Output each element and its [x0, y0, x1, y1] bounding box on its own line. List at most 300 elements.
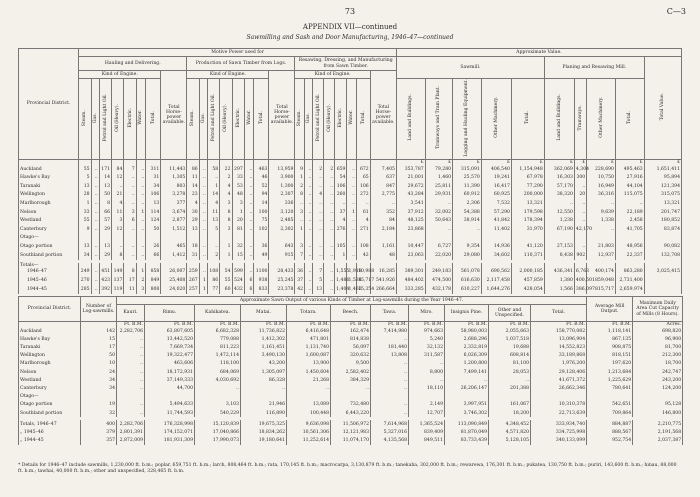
- value-cell: 54: [220, 268, 232, 277]
- value-cell: ..: [117, 335, 145, 343]
- table-row: [19, 174, 682, 183]
- value-cell: 16,417: [481, 182, 511, 191]
- value-cell: 1100: [255, 269, 268, 275]
- value-cell: 4,348,452: [489, 420, 531, 428]
- value-cell: [574, 234, 586, 243]
- value-cell: 3: [112, 217, 124, 226]
- value-cell: 29: [99, 225, 111, 234]
- value-cell: 34: [81, 376, 117, 384]
- value-cell: 48,956: [615, 242, 644, 251]
- unit-cell: Ft. B.M.: [145, 322, 195, 328]
- value-cell: [81, 393, 117, 401]
- value-cell: 54: [335, 174, 347, 183]
- value-cell: 2,117,458: [481, 276, 511, 285]
- value-cell: 1: [199, 276, 207, 285]
- value-cell: 8: [99, 199, 111, 208]
- value-cell: 1,486: [336, 278, 350, 284]
- value-cell: 43,200: [241, 360, 287, 368]
- value-cell: ..: [335, 199, 347, 208]
- value-cell: 33: [79, 208, 91, 217]
- value-cell: ..: [295, 199, 305, 208]
- col-header: Steam.: [295, 79, 305, 160]
- value-cell: 44,104: [615, 182, 644, 191]
- value-cell: [244, 234, 254, 243]
- value-cell: 353,787: [396, 165, 425, 174]
- value-cell: 333,285: [396, 285, 425, 294]
- value-cell: 13,900: [287, 360, 331, 368]
- value-cell: ..: [91, 199, 99, 208]
- value-cell: 6,763: [575, 269, 590, 275]
- value-cell: ..: [347, 165, 357, 174]
- col-header: Total.: [615, 79, 644, 160]
- value-cell: ..: [305, 174, 313, 183]
- value-cell: ..: [313, 242, 324, 251]
- value-cell: 29,128,406: [531, 368, 587, 376]
- value-cell: 48: [370, 251, 396, 260]
- value-cell: 32: [81, 409, 117, 417]
- value-cell: 1,651,411: [644, 165, 681, 174]
- value-cell: 7,414,980: [371, 327, 409, 335]
- value-cell: ..: [331, 385, 371, 393]
- value-cell: 1,305,097: [241, 368, 287, 376]
- value-cell: 11: [207, 208, 219, 217]
- col-header: Total.: [531, 305, 587, 322]
- value-cell: 334,725,998: [531, 429, 587, 437]
- value-cell: 3: [220, 225, 232, 234]
- value-cell: 1,200,800: [445, 360, 489, 368]
- district-cell: Otago—: [19, 393, 81, 401]
- value-cell: 1,460: [425, 174, 452, 183]
- value-cell: 11,506,972: [331, 420, 371, 428]
- totals-label: Totals—: [19, 263, 79, 268]
- value-cell: [335, 234, 347, 243]
- value-cell: 659: [335, 165, 347, 174]
- value-cell: 8,800: [409, 368, 445, 376]
- value-cell: ..: [324, 182, 335, 191]
- value-cell: 709,864: [587, 409, 633, 417]
- value-cell: 12: [112, 225, 124, 234]
- value-cell: 106: [335, 182, 347, 191]
- value-cell: 121,394: [644, 182, 681, 191]
- value-cell: 1,338: [587, 217, 616, 226]
- value-cell: 6,416,648: [287, 327, 331, 335]
- value-cell: 4: [335, 217, 347, 226]
- value-cell: 118,100: [195, 360, 241, 368]
- value-cell: ..: [425, 225, 452, 234]
- value-cell: 858: [146, 268, 161, 277]
- value-cell: 1,305: [161, 174, 187, 183]
- value-cell: 22,713,639: [531, 409, 587, 417]
- value-cell: ..: [117, 352, 145, 360]
- value-cell: ..: [244, 182, 254, 191]
- col-header: Kahikatea.: [195, 305, 241, 322]
- value-cell: 311,587: [409, 352, 445, 360]
- value-cell: 542,651: [587, 401, 633, 409]
- value-cell: 5: [313, 276, 324, 285]
- col-header: Tawa.: [371, 305, 409, 322]
- value-cell: 4: [187, 199, 199, 208]
- table-row: [19, 352, 683, 360]
- value-cell: ..: [295, 217, 305, 226]
- value-cell: 952,754: [587, 437, 633, 445]
- value-cell: 13: [187, 225, 199, 234]
- value-cell: ..: [305, 199, 313, 208]
- value-cell: 684,069: [195, 368, 241, 376]
- value-cell: 389,301: [396, 268, 425, 277]
- value-cell: ..: [124, 225, 136, 234]
- value-cell: 50,643: [425, 217, 452, 226]
- value-cell: ..: [136, 251, 146, 260]
- value-cell: 58,980,003: [445, 327, 489, 335]
- value-cell: 29,931: [425, 191, 452, 200]
- value-cell: 19,675,325: [241, 420, 287, 428]
- value-cell: ..: [587, 199, 616, 208]
- value-cell: 84: [112, 165, 124, 174]
- unit-cell: Ft. B.M.: [531, 322, 587, 328]
- value-cell: 146,800: [633, 409, 683, 417]
- value-cell: 50: [99, 191, 111, 200]
- value-cell: 11,390: [453, 182, 482, 191]
- unit-cell: Ft. B.M.: [445, 322, 489, 328]
- value-cell: 1,161: [370, 242, 396, 251]
- value-cell: 55: [220, 276, 232, 285]
- value-cell: 158,770,082: [531, 327, 587, 335]
- value-cell: 392: [99, 285, 111, 294]
- value-cell: 3: [136, 285, 146, 294]
- page-reference: C—3: [666, 7, 686, 16]
- value-cell: 25,408: [161, 276, 187, 285]
- value-cell: [199, 234, 207, 243]
- value-cell: 84: [370, 217, 396, 226]
- value-cell: 60: [220, 285, 232, 294]
- value-cell: 2: [313, 165, 324, 174]
- district-cell: Marlborough: [19, 199, 79, 208]
- value-cell: ..: [195, 385, 241, 393]
- value-cell: 29: [187, 217, 199, 226]
- value-cell: 8: [295, 191, 305, 200]
- value-cell: 1,365,524: [409, 420, 445, 428]
- table-row: [19, 437, 683, 445]
- value-cell: 3: [295, 242, 305, 251]
- col-header: Total Horse-power available.: [161, 71, 187, 160]
- district-cell: Marlborough: [19, 360, 81, 368]
- value-cell: 803: [161, 182, 187, 191]
- col-header: Other Machinery.: [481, 79, 511, 160]
- value-cell: [91, 234, 99, 243]
- value-cell: 162,474: [331, 327, 371, 335]
- value-cell: ..: [371, 368, 409, 376]
- value-cell: ..: [347, 191, 357, 200]
- value-cell: 3,490,130: [241, 352, 287, 360]
- value-cell: ..: [574, 217, 586, 226]
- value-cell: 2,191,568: [633, 429, 683, 437]
- value-cell: 14: [187, 182, 199, 191]
- motive-power-value-table: [18, 48, 682, 294]
- value-cell: ..: [207, 174, 219, 183]
- value-cell: ..: [199, 242, 207, 251]
- value-cell: 271: [357, 225, 371, 234]
- value-cell: ..: [91, 174, 99, 183]
- value-cell: 19,180,641: [241, 437, 287, 445]
- value-cell: 1,918: [348, 269, 362, 275]
- value-cell: 21,803: [587, 242, 616, 251]
- value-cell: 297: [232, 165, 244, 174]
- col-header: Land and Buildings.: [544, 79, 574, 160]
- value-cell: 13,442,520: [145, 335, 195, 343]
- value-cell: 249: [79, 268, 91, 277]
- value-cell: 2,302: [269, 225, 295, 234]
- value-cell: 815,717: [587, 285, 616, 294]
- value-cell: 270: [79, 276, 91, 285]
- value-cell: 888,567: [587, 429, 633, 437]
- table-row: [19, 420, 683, 428]
- value-cell: 28: [79, 191, 91, 200]
- value-cell: [145, 393, 195, 401]
- value-cell: 2,458: [615, 217, 644, 226]
- motive-power-header: Motive Power used for: [79, 49, 397, 57]
- value-cell: ..: [324, 191, 335, 200]
- value-cell: 8: [124, 268, 136, 277]
- value-cell: 698,820: [633, 327, 683, 335]
- value-cell: 42,170: [575, 226, 592, 232]
- district-cell: Auckland: [19, 165, 79, 174]
- value-cell: 266,664: [370, 285, 396, 294]
- value-cell: 14,936: [481, 242, 511, 251]
- value-cell: 86,328: [241, 376, 287, 384]
- value-cell: 2,149: [409, 401, 445, 409]
- value-cell: 599: [232, 268, 244, 277]
- value-cell: 2,282,706: [117, 327, 145, 335]
- value-cell: 257: [187, 285, 199, 294]
- value-cell: 201,747: [644, 208, 681, 217]
- col-header: Petrol and Light Oil.: [99, 79, 111, 160]
- value-cell: [615, 234, 644, 243]
- col-header: Totara.: [287, 305, 331, 322]
- value-cell: 541,926: [370, 276, 396, 285]
- value-cell: 2,731,400: [615, 276, 644, 285]
- value-cell: 124: [146, 217, 161, 226]
- value-cell: ..: [244, 242, 254, 251]
- unit-cell: Ft. B.M.: [287, 322, 331, 328]
- value-cell: 474,500: [425, 276, 452, 285]
- value-cell: 201,388: [489, 385, 531, 393]
- value-cell: 9,636,098: [287, 420, 331, 428]
- value-cell: 55: [79, 165, 91, 174]
- value-cell: ..: [244, 251, 254, 260]
- value-cell: 11,736,822: [241, 327, 287, 335]
- value-cell: 1: [199, 285, 207, 294]
- value-cell: 13: [207, 217, 219, 226]
- value-cell: 181,440: [371, 344, 409, 352]
- value-cell: 10,750: [587, 174, 616, 183]
- value-cell: 18,110: [409, 385, 445, 393]
- page-number: 73: [344, 7, 356, 16]
- value-cell: ..: [124, 199, 136, 208]
- value-cell: 28,433: [269, 268, 295, 277]
- value-cell: ..: [489, 376, 531, 384]
- value-cell: ..: [347, 251, 357, 260]
- value-cell: ..: [244, 217, 254, 226]
- value-cell: ..: [324, 276, 335, 285]
- value-cell: [112, 234, 124, 243]
- col-header: Rimu.: [145, 305, 195, 322]
- value-cell: 4: [357, 217, 371, 226]
- value-cell: 4: [207, 199, 219, 208]
- value-cell: [331, 393, 371, 401]
- district-cell: Westland: [19, 217, 79, 226]
- value-cell: ..: [371, 335, 409, 343]
- value-cell: ..: [347, 217, 357, 226]
- currency-cell: £: [453, 159, 482, 165]
- value-cell: 41,120: [511, 242, 544, 251]
- value-cell: 27,153: [544, 242, 574, 251]
- value-cell: ..: [305, 182, 313, 191]
- value-cell: 77: [207, 285, 219, 294]
- value-cell: 2,307: [269, 191, 295, 200]
- value-cell: 63,807,605: [145, 327, 195, 335]
- value-cell: ..: [305, 208, 313, 217]
- district-cell: Taranaki: [19, 344, 81, 352]
- value-cell: [295, 234, 305, 243]
- value-cell: [313, 234, 324, 243]
- value-cell: 11,074,170: [331, 437, 371, 445]
- value-cell: 12,121,983: [331, 429, 371, 437]
- value-cell: 142: [81, 327, 117, 335]
- value-cell: 847: [370, 182, 396, 191]
- value-cell: 30: [187, 208, 199, 217]
- value-cell: 386,097: [575, 286, 595, 292]
- value-cell: ..: [91, 225, 99, 234]
- value-cell: [187, 234, 199, 243]
- value-cell: 46: [254, 174, 269, 183]
- value-cell: ..: [574, 208, 586, 217]
- col-header: Water.: [244, 79, 254, 160]
- value-cell: 4: [220, 191, 232, 200]
- value-cell: 9: [295, 165, 305, 174]
- value-cell: ..: [91, 182, 99, 191]
- value-cell: 37: [335, 208, 347, 217]
- value-cell: ..: [305, 165, 313, 174]
- value-cell: ..: [199, 251, 207, 260]
- value-cell: 15,717: [358, 278, 375, 284]
- value-cell: 56,097: [331, 344, 371, 352]
- currency-cell: £: [644, 159, 681, 165]
- value-cell: 124,200: [633, 385, 683, 393]
- value-cell: 276: [335, 225, 347, 234]
- value-cell: 44,700: [145, 385, 195, 393]
- value-cell: ..: [371, 409, 409, 417]
- value-cell: 105: [335, 242, 347, 251]
- value-cell: 5,240: [409, 335, 445, 343]
- table-row: [19, 344, 683, 352]
- value-cell: 23,868: [396, 225, 425, 234]
- value-cell: ..: [347, 182, 357, 191]
- value-cell: 1,512: [161, 225, 187, 234]
- value-cell: 41,671,372: [531, 376, 587, 384]
- district-cell: 1946–47: [19, 268, 79, 277]
- value-cell: [396, 234, 425, 243]
- value-cell: 3: [124, 208, 136, 217]
- value-cell: [357, 234, 371, 243]
- value-cell: 16,285: [370, 268, 396, 277]
- value-cell: ..: [370, 199, 396, 208]
- value-cell: 1: [207, 182, 219, 191]
- unit-cell: Ft. B.M.: [331, 322, 371, 328]
- value-cell: [371, 393, 409, 401]
- value-cell: 33,189,868: [531, 352, 587, 360]
- col-header: Total.: [146, 79, 161, 160]
- value-cell: 10,310,378: [531, 401, 587, 409]
- value-cell: 1,161,451: [241, 344, 287, 352]
- table-row: [19, 217, 682, 226]
- district-cell: Canterbury: [19, 385, 81, 393]
- value-cell: 432: [232, 285, 244, 294]
- value-cell: 610,227: [453, 285, 482, 294]
- value-cell: ..: [347, 225, 357, 234]
- col-header: Gas.: [199, 79, 207, 160]
- value-cell: 260: [335, 191, 347, 200]
- value-cell: 81,870,049: [445, 429, 489, 437]
- value-cell: 31: [187, 251, 199, 260]
- value-cell: ..: [357, 199, 371, 208]
- value-cell: 6,026,309: [445, 352, 489, 360]
- value-cell: ..: [124, 174, 136, 183]
- value-cell: 181,931,309: [145, 437, 195, 445]
- value-cell: ..: [91, 217, 99, 226]
- value-cell: 2,037,387: [633, 437, 683, 445]
- value-cell: 29,080: [453, 251, 482, 260]
- district-cell: Totals, 1946–47: [19, 420, 81, 428]
- value-cell: 1,600,087: [287, 352, 331, 360]
- total-value-header: Total Value.: [644, 57, 681, 160]
- value-cell: 780,641: [587, 385, 633, 393]
- value-cell: [241, 393, 287, 401]
- currency-cell: £: [587, 159, 616, 165]
- value-cell: ..: [305, 191, 313, 200]
- value-cell: 106: [146, 191, 161, 200]
- value-cell: 3,120: [269, 208, 295, 217]
- value-cell: 171: [99, 165, 111, 174]
- value-cell: 849,511: [409, 437, 445, 445]
- value-cell: ..: [347, 199, 357, 208]
- district-header: Provincial District.: [19, 49, 79, 160]
- value-cell: 10,561,306: [287, 429, 331, 437]
- value-cell: 95,894: [644, 174, 681, 183]
- value-cell: ..: [324, 268, 335, 277]
- col-header: Insignis Pine.: [445, 305, 489, 322]
- value-cell: [544, 234, 574, 243]
- value-cell: 2,332,819: [445, 344, 489, 352]
- value-cell: 11: [187, 174, 199, 183]
- value-cell: 4: [112, 199, 124, 208]
- value-cell: 3,746,302: [445, 409, 489, 417]
- value-cell: ..: [305, 217, 313, 226]
- value-cell: 1,118,141: [587, 327, 633, 335]
- value-cell: 21: [112, 191, 124, 200]
- resawing-header: Resawing, Dressing, and Manufacturing from Sawn Timber.: [295, 57, 396, 71]
- value-cell: ..: [313, 174, 324, 183]
- value-cell: 463: [254, 165, 269, 174]
- value-cell: 34,602: [481, 251, 511, 260]
- value-cell: 20: [574, 191, 586, 200]
- col-header: Petrol and Light Oil.: [207, 79, 219, 160]
- value-cell: 197,620: [587, 360, 633, 368]
- value-cell: 2: [220, 174, 232, 183]
- value-cell: ..: [313, 251, 324, 260]
- table-row: [19, 165, 682, 174]
- value-cell: 6: [124, 217, 136, 226]
- value-cell: 1,380: [544, 276, 574, 285]
